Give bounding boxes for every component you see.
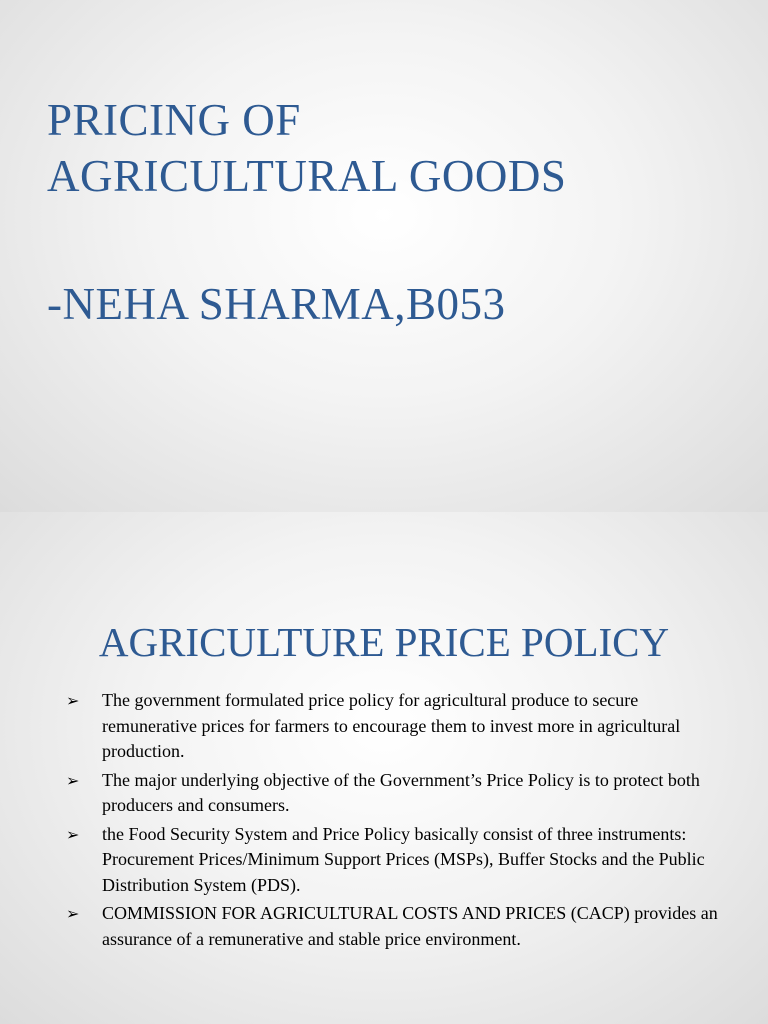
list-item (64, 901, 724, 952)
bullet-text: The government formulated price policy for agricultural produce to secure remunerative prices for farmers to encourage them to invest more in agricultural production. (102, 690, 681, 761)
title-line: AGRICULTURAL GOODS (47, 151, 567, 201)
list-item (64, 688, 724, 765)
list-item (64, 822, 724, 899)
arrow-bullet-icon: ➢ (66, 770, 80, 790)
arrow-bullet-icon: ➢ (66, 824, 80, 844)
bullet-text: COMMISSION FOR AGRICULTURAL COSTS AND PRICES (CACP) provides an assurance of a remunerative and stable price environment. (102, 903, 718, 949)
bullet-text: The major underlying objective of the Government’s Price Policy is to protect both producers and consumers. (102, 769, 700, 815)
bullet-text: the Food Security System and Price Policy basically consist of three instruments: Procurement Prices/Minimum Support Prices (MSPs), Buffer Stocks and the Public Distribution System (PDS). (102, 823, 705, 895)
presentation-title (47, 92, 747, 204)
list-item (64, 768, 724, 819)
title-line: PRICING OF (47, 95, 301, 145)
bullet-list (64, 688, 724, 955)
arrow-bullet-icon: ➢ (66, 691, 80, 710)
arrow-bullet-icon: ➢ (66, 904, 80, 923)
slide-heading: AGRICULTURE PRICE POLICY (98, 619, 670, 665)
author-line: -NEHA SHARMA,B053 (47, 279, 506, 329)
